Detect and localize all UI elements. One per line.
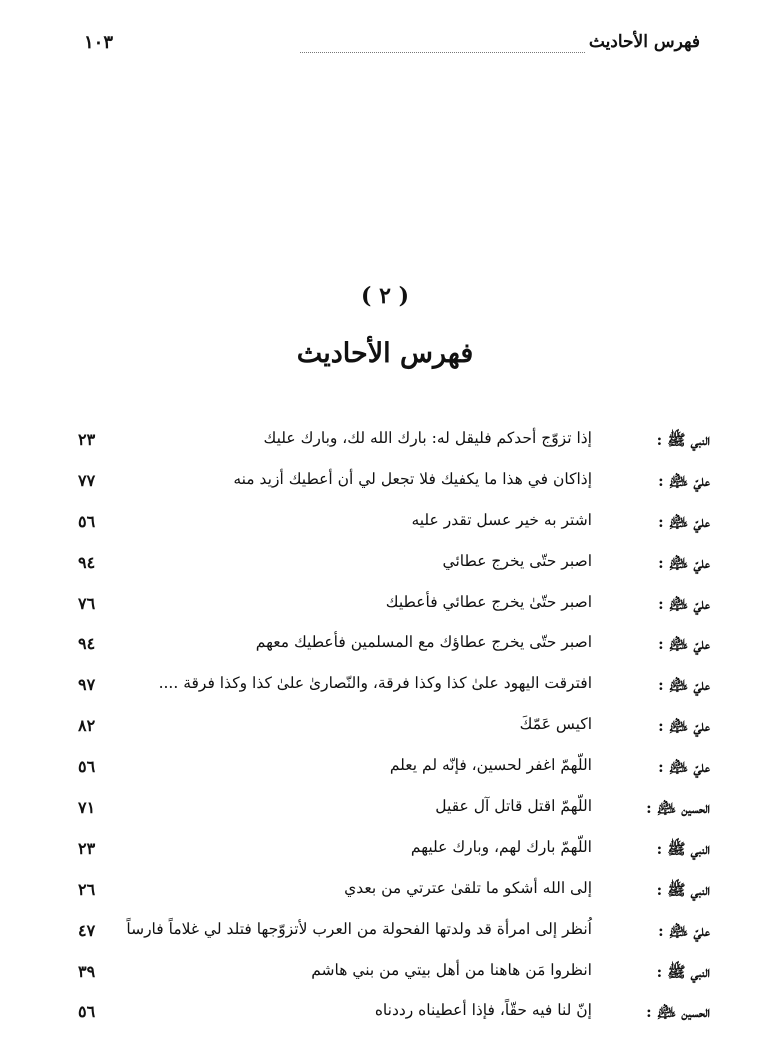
index-entry xyxy=(70,466,710,507)
entry-hadith-text: اصبر حتّى يخرج عطاؤك مع المسلمين فأعطيك معهم xyxy=(255,633,592,652)
entry-page-number: ٣٩ xyxy=(78,961,96,981)
entry-hadith-text: اصبر حتّى يخرج عطائي xyxy=(442,551,592,570)
index-entry xyxy=(70,425,710,466)
entry-page-number: ٥٦ xyxy=(78,757,96,777)
index-entry xyxy=(70,548,710,589)
entry-narrator: عليّ ﵇ : xyxy=(658,717,710,736)
index-entry xyxy=(70,793,710,834)
entry-narrator: الحسين ﵇ : xyxy=(646,799,710,818)
index-entry xyxy=(70,997,710,1038)
entry-page-number: ٢٣ xyxy=(78,430,96,449)
index-entry xyxy=(70,670,710,711)
entry-page-number: ٧٧ xyxy=(78,470,96,490)
entry-page-number: ٤٧ xyxy=(78,920,96,940)
index-entry xyxy=(70,589,710,630)
entry-narrator: عليّ ﵇ : xyxy=(658,921,710,940)
entry-page-number: ٩٤ xyxy=(78,634,96,654)
running-header xyxy=(70,32,700,64)
entry-narrator: عليّ ﵇ : xyxy=(658,676,710,695)
index-entry xyxy=(70,629,710,670)
entry-page-number: ٩٤ xyxy=(78,552,96,572)
entry-hadith-text: اللّهمّ اقتل قاتل آل عقيل xyxy=(435,797,592,816)
index-entry xyxy=(70,957,710,998)
page-number: ١٠٣ xyxy=(84,32,114,53)
header-title: فهرس الأحاديث xyxy=(583,32,700,52)
entry-hadith-text: اُنظر إلى امرأة قد ولدتها الفحولة من العرب لأتزوّجها فتلد لي غلاماً فارساً xyxy=(126,919,592,938)
entry-narrator: الحسين ﵇ : xyxy=(646,1003,710,1022)
entry-page-number: ٧١ xyxy=(78,798,96,818)
header-dotted-leader xyxy=(300,52,585,53)
entry-hadith-text: إذاكان في هذا ما يكفيك فلا تجعل لي أن أعطيك أزيد منه xyxy=(233,469,592,488)
entry-narrator: عليّ ﵇ : xyxy=(658,758,710,777)
entry-hadith-text: إنّ لنا فيه حقّاً، فإذا أعطيناه رددناه xyxy=(374,1001,592,1020)
entry-hadith-text: إلى الله أشكو ما تلقىٰ عترتي من بعدي xyxy=(344,878,592,897)
entry-narrator: عليّ ﵇ : xyxy=(658,512,710,531)
hadith-index-list xyxy=(70,425,710,1038)
entry-page-number: ٨٢ xyxy=(78,716,96,736)
entry-narrator: عليّ ﵇ : xyxy=(658,594,710,613)
entry-hadith-text: اللّهمّ اغفر لحسين، فإنّه لم يعلم xyxy=(389,756,592,775)
entry-narrator: عليّ ﵇ : xyxy=(658,635,710,654)
index-entry xyxy=(70,834,710,875)
index-entry xyxy=(70,752,710,793)
index-entry xyxy=(70,507,710,548)
entry-narrator: عليّ ﵇ : xyxy=(658,553,710,572)
entry-narrator: النبي ﷺ : xyxy=(656,962,710,981)
entry-hadith-text: اكيس عَمّكَ xyxy=(519,715,592,734)
entry-hadith-text: انظروا مَن هاهنا من أهل بيتي من بني هاشم xyxy=(311,960,592,979)
entry-hadith-text: افترقت اليهود علىٰ كذا وكذا فرقة، والنّصارىٰ علىٰ كذا وكذا فرقة .... xyxy=(158,674,592,693)
entry-hadith-text: إذا تزوّج أحدكم فليقل له: بارك الله لك، وبارك عليك xyxy=(263,429,592,447)
entry-hadith-text: اصبر حتّىٰ يخرج عطائي فأعطيك xyxy=(385,592,592,611)
entry-narrator: النبي ﷺ : xyxy=(656,880,710,899)
index-entry xyxy=(70,916,710,957)
entry-narrator: النبي ﷺ : xyxy=(656,839,710,858)
entry-page-number: ٩٧ xyxy=(78,675,96,695)
entry-narrator: عليّ ﵇ : xyxy=(658,471,710,490)
entry-page-number: ٢٦ xyxy=(78,879,96,899)
entry-page-number: ٢٣ xyxy=(78,838,96,858)
entry-page-number: ٥٦ xyxy=(78,1002,96,1022)
entry-page-number: ٥٦ xyxy=(78,511,96,531)
section-title: فهرس الأحاديث xyxy=(296,338,474,369)
entry-hadith-text: اللّهمّ بارك لهم، وبارك عليهم xyxy=(410,837,592,856)
index-entry xyxy=(70,711,710,752)
entry-page-number: ٧٦ xyxy=(78,593,96,613)
index-entry xyxy=(70,875,710,916)
entry-hadith-text: اشتر به خير عسل تقدر عليه xyxy=(411,510,592,529)
section-number: ( ٢ ) xyxy=(361,283,409,309)
entry-narrator: النبي ﷺ : xyxy=(656,431,710,449)
